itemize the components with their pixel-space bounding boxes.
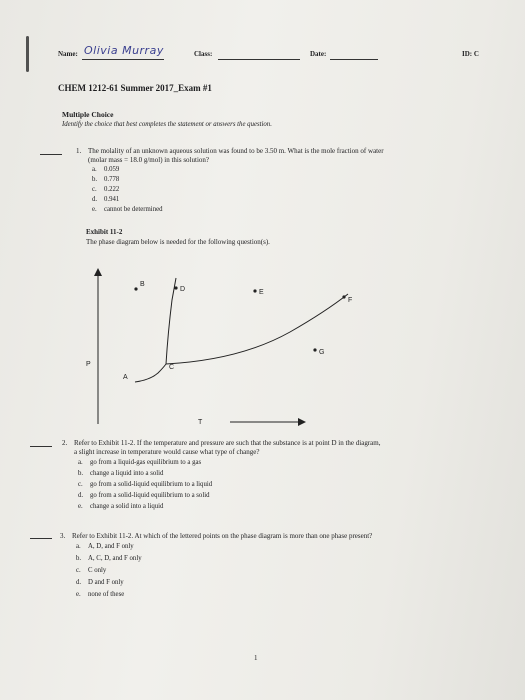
label-g: G xyxy=(319,349,325,356)
section-title: Multiple Choice xyxy=(62,110,114,119)
q2-choice-d: d. go from a solid-liquid equilibrium to a solid xyxy=(78,492,210,499)
q1-number: 1. xyxy=(76,147,82,155)
q3-choice-e: e. none of these xyxy=(76,591,125,598)
q1-choice-a: a. 0.059 xyxy=(92,166,120,173)
q2-answer-blank xyxy=(30,446,52,447)
q1-text xyxy=(88,147,384,165)
label-d: D xyxy=(180,286,186,293)
label-a: A xyxy=(123,374,128,381)
section-instructions: Identify the choice that best completes the statement or answers the question. xyxy=(62,121,272,128)
q2-text-line: a slight increase in temperature would cause what type of change? xyxy=(74,448,260,456)
q1-choice-d: d. 0.941 xyxy=(92,196,120,203)
phase-diagram xyxy=(80,262,380,432)
q2-choice-e: e. change a solid into a liquid xyxy=(78,503,164,510)
name-underline xyxy=(82,59,164,60)
class-underline xyxy=(218,59,300,60)
id-label: ID: C xyxy=(462,50,479,58)
q1-choice-e: e. cannot be determined xyxy=(92,206,163,213)
q3-text xyxy=(72,532,512,541)
p-axis-label: P xyxy=(86,361,91,368)
q1-choice-c: c. 0.222 xyxy=(92,186,120,193)
q1-text-line: (molar mass = 18.0 g/mol) in this solution? xyxy=(88,156,209,164)
q3-choice-b: b. A, C, D, and F only xyxy=(76,555,142,562)
page-number: 1 xyxy=(254,654,258,662)
q2-text-line: Refer to Exhibit 11-2. If the temperature and pressure are such that the substance is at point D in the diagram, xyxy=(74,439,381,447)
label-f: F xyxy=(348,297,353,304)
point-b xyxy=(134,287,137,290)
class-label: Class: xyxy=(194,50,213,58)
label-e: E xyxy=(259,289,264,296)
solid-liquid-curve xyxy=(166,278,176,364)
point-d xyxy=(174,286,177,289)
label-c: C xyxy=(169,364,175,371)
exam-title: CHEM 1212-61 Summer 2017_Exam #1 xyxy=(58,83,212,93)
q2-choice-b: b. change a liquid into a solid xyxy=(78,470,164,477)
name-label: Name: xyxy=(58,50,78,58)
q3-choice-d: d. D and F only xyxy=(76,579,124,586)
q2-text xyxy=(74,439,514,457)
point-g xyxy=(313,348,316,351)
q1-answer-blank xyxy=(40,154,62,155)
date-label: Date: xyxy=(310,50,327,58)
q3-choice-a: a. A, D, and F only xyxy=(76,543,134,550)
q2-number: 2. xyxy=(62,439,68,447)
q3-choice-c: c. C only xyxy=(76,567,107,574)
exhibit-title: Exhibit 11-2 xyxy=(86,228,123,236)
q2-choice-c: c. go from a solid-liquid equilibrium to a liquid xyxy=(78,481,213,488)
exhibit-description: The phase diagram below is needed for the following question(s). xyxy=(86,238,270,246)
t-axis-label: T xyxy=(198,419,203,426)
q1-text-line: The molality of an unknown aqueous solution was found to be 3.50 m. What is the mole fraction of water xyxy=(88,147,384,155)
student-name: Olivia Murray xyxy=(84,44,164,57)
date-underline xyxy=(330,59,378,60)
q3-number: 3. xyxy=(60,532,66,540)
label-b: B xyxy=(140,281,145,288)
q1-choice-b: b. 0.778 xyxy=(92,176,120,183)
point-e xyxy=(253,289,256,292)
q3-text-line: Refer to Exhibit 11-2. At which of the lettered points on the phase diagram is more than one phase present? xyxy=(72,532,373,540)
binder-mark xyxy=(26,36,29,72)
q2-choice-a: a. go from a liquid-gas equilibrium to a gas xyxy=(78,459,202,466)
q3-answer-blank xyxy=(30,538,52,539)
point-f xyxy=(342,295,345,298)
solid-gas-curve xyxy=(135,364,166,382)
